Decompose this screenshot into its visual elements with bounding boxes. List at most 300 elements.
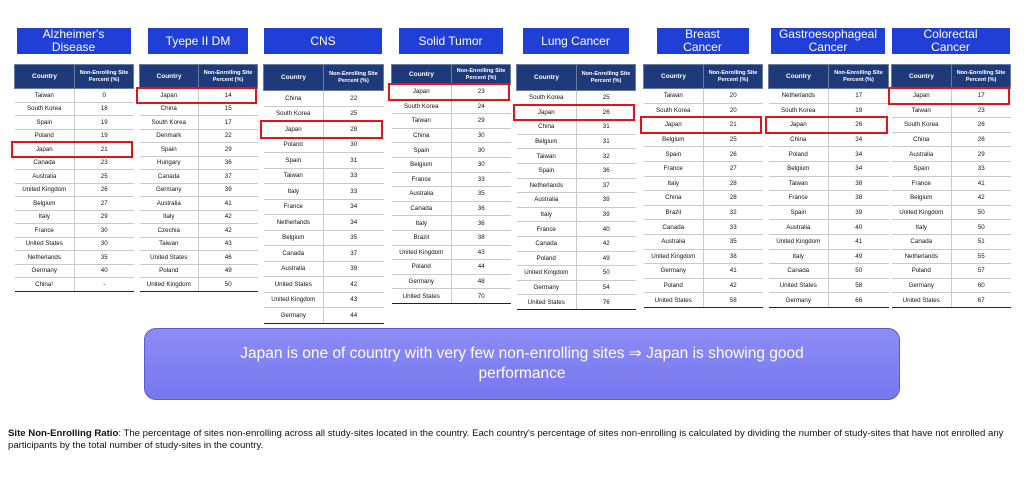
table-row [140, 102, 258, 116]
table-row [517, 163, 636, 178]
table-row [140, 251, 258, 265]
value-cell: 36 [452, 201, 511, 216]
value-cell: 29 [452, 114, 511, 129]
value-cell: 31 [324, 153, 384, 169]
table-row [392, 230, 511, 245]
country-cell: Canada [392, 201, 452, 216]
value-cell: 50 [952, 205, 1011, 220]
country-cell: Canada [892, 234, 952, 249]
table-row [517, 91, 636, 106]
country-cell: Spain [392, 143, 452, 158]
value-cell: 49 [829, 249, 889, 264]
footnote-term: Site Non-Enrolling Ratio [8, 428, 119, 439]
value-cell: 26 [829, 118, 889, 133]
value-cell: 14 [199, 89, 258, 103]
country-cell: South Korea [517, 91, 577, 106]
value-cell: 34 [829, 161, 889, 176]
value-cell: 26 [577, 105, 636, 120]
table-row [769, 161, 889, 176]
summary-text: Japan is one of country with very few non-enrolling sites ⇒ Japan is showing good performance [240, 345, 804, 382]
table-row [769, 205, 889, 220]
table-row [264, 246, 384, 262]
ranking-table [14, 64, 134, 292]
panel-title: CNS [264, 28, 382, 54]
ranking-table [891, 64, 1011, 308]
table-row [392, 245, 511, 260]
panel-title: Gastroesophageal Cancer [771, 28, 885, 54]
value-cell: 20 [704, 103, 763, 118]
value-cell: 34 [324, 199, 384, 215]
table-row [644, 234, 763, 249]
country-cell: Germany [644, 264, 704, 279]
value-cell: 32 [577, 149, 636, 164]
country-cell: Spain [517, 163, 577, 178]
table-row [644, 118, 763, 133]
table-row [517, 178, 636, 193]
table-row [769, 264, 889, 279]
value-cell: 35 [704, 234, 763, 249]
value-cell: 27 [75, 197, 134, 211]
value-cell: 25 [324, 106, 384, 122]
value-cell: 35 [324, 230, 384, 246]
country-cell: Germany [892, 278, 952, 293]
table-row [644, 249, 763, 264]
value-cell: 32 [704, 205, 763, 220]
value-cell: 0 [75, 89, 134, 103]
country-cell: Netherlands [892, 249, 952, 264]
value-cell: 37 [324, 246, 384, 262]
country-cell: Canada [517, 236, 577, 251]
country-cell: China¹ [15, 278, 75, 292]
value-cell: 19 [75, 116, 134, 130]
summary-callout [144, 328, 900, 400]
value-cell: 35 [452, 187, 511, 202]
value-cell: 21 [704, 118, 763, 133]
table-row [140, 129, 258, 143]
value-cell: 36 [199, 156, 258, 170]
country-cell: Brazil [644, 205, 704, 220]
table-row [264, 215, 384, 231]
country-cell: Canada [264, 246, 324, 262]
table-row [517, 149, 636, 164]
value-cell: 57 [952, 264, 1011, 279]
table-row [392, 157, 511, 172]
country-header: Country [892, 65, 952, 89]
country-cell: Canada [769, 264, 829, 279]
value-cell: 39 [577, 207, 636, 222]
table-row [892, 234, 1011, 249]
value-cell: 42 [704, 278, 763, 293]
table-row [15, 210, 134, 224]
country-cell: United Kingdom [644, 249, 704, 264]
value-cell: 29 [199, 143, 258, 157]
table-row [264, 122, 384, 138]
value-cell: 26 [704, 147, 763, 162]
value-cell: 33 [952, 161, 1011, 176]
table-row [264, 184, 384, 200]
country-cell: France [517, 222, 577, 237]
country-cell: South Korea [15, 102, 75, 116]
country-cell: Italy [140, 210, 199, 224]
table-row [140, 278, 258, 292]
value-header: Non-Enrolling Site Percent (%) [199, 65, 258, 89]
country-cell: Netherlands [15, 251, 75, 265]
table-row [392, 143, 511, 158]
country-cell: Taiwan [644, 89, 704, 104]
country-cell: Spain [892, 161, 952, 176]
table-row [517, 105, 636, 120]
value-cell: 15 [199, 102, 258, 116]
table-row [264, 168, 384, 184]
value-cell: 39 [199, 183, 258, 197]
value-cell: 19 [829, 103, 889, 118]
table-row [769, 234, 889, 249]
country-cell: United Kingdom [264, 292, 324, 308]
country-cell: Japan [517, 105, 577, 120]
value-cell: 70 [452, 289, 511, 304]
value-cell: 44 [324, 308, 384, 324]
value-cell: 66 [829, 293, 889, 308]
table-row [892, 176, 1011, 191]
country-cell: Poland [15, 129, 75, 143]
table-row [769, 118, 889, 133]
country-cell: Poland [392, 260, 452, 275]
table-row [517, 193, 636, 208]
table-row [892, 191, 1011, 206]
table-row [140, 224, 258, 238]
country-cell: France [264, 199, 324, 215]
country-cell: Germany [392, 274, 452, 289]
country-cell: United Kingdom [769, 234, 829, 249]
value-cell: 26 [75, 183, 134, 197]
table-row [392, 274, 511, 289]
table-row [264, 292, 384, 308]
country-cell: Italy [517, 207, 577, 222]
table-row [517, 207, 636, 222]
country-cell: United States [892, 293, 952, 308]
country-cell: China [140, 102, 199, 116]
value-header: Non-Enrolling Site Percent (%) [952, 65, 1011, 89]
ranking-table [391, 64, 511, 304]
value-header: Non-Enrolling Site Percent (%) [452, 65, 511, 85]
value-header: Non-Enrolling Site Percent (%) [75, 65, 134, 89]
country-cell: Canada [15, 156, 75, 170]
table-row [644, 176, 763, 191]
value-cell: - [75, 278, 134, 292]
table-row [769, 147, 889, 162]
value-cell: 20 [704, 89, 763, 104]
table-row [15, 197, 134, 211]
country-cell: Belgium [15, 197, 75, 211]
country-cell: Taiwan [517, 149, 577, 164]
country-cell: Spain [264, 153, 324, 169]
value-cell: 17 [199, 116, 258, 130]
value-cell: 34 [829, 132, 889, 147]
value-cell: 54 [577, 280, 636, 295]
country-cell: South Korea [892, 118, 952, 133]
table-row [392, 216, 511, 231]
country-cell: Taiwan [140, 237, 199, 251]
country-cell: France [769, 191, 829, 206]
table-row [517, 295, 636, 310]
country-cell: China [769, 132, 829, 147]
country-cell: China [644, 191, 704, 206]
value-cell: 37 [577, 178, 636, 193]
table-row [140, 210, 258, 224]
country-cell: Japan [644, 118, 704, 133]
value-header: Non-Enrolling Site Percent (%) [577, 65, 636, 91]
table-row [15, 237, 134, 251]
country-header: Country [517, 65, 577, 91]
country-cell: Denmark [140, 129, 199, 143]
value-cell: 23 [952, 103, 1011, 118]
value-cell: 42 [324, 277, 384, 293]
value-cell: 34 [829, 147, 889, 162]
value-cell: 39 [577, 193, 636, 208]
country-cell: Australia [892, 147, 952, 162]
value-cell: 42 [199, 210, 258, 224]
table-row [644, 293, 763, 308]
value-cell: 31 [577, 120, 636, 135]
table-row [264, 277, 384, 293]
value-cell: 19 [75, 129, 134, 143]
table-row [264, 153, 384, 169]
country-cell: Italy [644, 176, 704, 191]
value-cell: 40 [75, 264, 134, 278]
country-cell: Australia [517, 193, 577, 208]
table-row [140, 264, 258, 278]
value-cell: 43 [199, 237, 258, 251]
table-row [517, 222, 636, 237]
table-row [892, 249, 1011, 264]
country-cell: Germany [15, 264, 75, 278]
country-cell: Japan [264, 122, 324, 138]
table-row [264, 91, 384, 107]
table-row [15, 183, 134, 197]
value-cell: 25 [704, 132, 763, 147]
value-cell: 50 [199, 278, 258, 292]
table-row [15, 102, 134, 116]
value-cell: 39 [324, 261, 384, 277]
country-cell: France [392, 172, 452, 187]
table-row [392, 172, 511, 187]
value-cell: 50 [829, 264, 889, 279]
panel-title: Solid Tumor [399, 28, 503, 54]
value-cell: 18 [75, 102, 134, 116]
table-row [644, 89, 763, 104]
value-cell: 58 [704, 293, 763, 308]
country-cell: Japan [15, 143, 75, 157]
value-header: Non-Enrolling Site Percent (%) [704, 65, 763, 89]
table-row [264, 106, 384, 122]
table-row [892, 293, 1011, 308]
country-cell: Japan [392, 85, 452, 100]
value-cell: 42 [577, 236, 636, 251]
country-cell: Japan [892, 89, 952, 104]
country-cell: Australia [140, 197, 199, 211]
table-row [15, 116, 134, 130]
value-header: Non-Enrolling Site Percent (%) [829, 65, 889, 89]
value-cell: 29 [75, 210, 134, 224]
footnote-text: : The percentage of sites non-enrolling across all study-sites located in the country. Each country's percentage of sites non-enrolling is calculated by dividing the number of study-sites that have not enrolled any participants by the total number of study-sites in the country. [8, 428, 1004, 451]
table-row [140, 116, 258, 130]
country-cell: Czechia [140, 224, 199, 238]
table-row [392, 85, 511, 100]
table-row [15, 251, 134, 265]
value-cell: 31 [577, 134, 636, 149]
country-cell: Taiwan [769, 176, 829, 191]
country-cell: Belgium [769, 161, 829, 176]
value-cell: 29 [952, 147, 1011, 162]
country-cell: Poland [892, 264, 952, 279]
value-cell: 33 [704, 220, 763, 235]
table-row [644, 220, 763, 235]
table-row [644, 264, 763, 279]
table-row [15, 170, 134, 184]
country-cell: Taiwan [892, 103, 952, 118]
panel-title: Tyepe II DM [148, 28, 248, 54]
country-cell: South Korea [140, 116, 199, 130]
value-cell: 38 [829, 176, 889, 191]
table-row [892, 118, 1011, 133]
table-row [517, 236, 636, 251]
table-row [392, 201, 511, 216]
table-row [892, 220, 1011, 235]
table-row [892, 264, 1011, 279]
value-cell: 23 [75, 156, 134, 170]
value-cell: 51 [952, 234, 1011, 249]
country-cell: Poland [517, 251, 577, 266]
country-cell: Spain [769, 205, 829, 220]
table-row [140, 237, 258, 251]
table-row [644, 132, 763, 147]
country-cell: United Kingdom [517, 266, 577, 281]
table-row [517, 251, 636, 266]
country-cell: France [892, 176, 952, 191]
value-cell: 55 [952, 249, 1011, 264]
footnote [8, 428, 1008, 452]
value-cell: 48 [452, 274, 511, 289]
ranking-table [516, 64, 636, 310]
country-cell: Canada [140, 170, 199, 184]
value-cell: 43 [324, 292, 384, 308]
value-cell: 40 [577, 222, 636, 237]
value-cell: 28 [704, 191, 763, 206]
table-row [644, 205, 763, 220]
country-cell: Netherlands [264, 215, 324, 231]
country-cell: Germany [264, 308, 324, 324]
value-cell: 24 [452, 99, 511, 114]
value-cell: 40 [829, 220, 889, 235]
value-cell: 23 [452, 85, 511, 100]
value-cell: 41 [704, 264, 763, 279]
table-row [769, 220, 889, 235]
value-cell: 39 [829, 205, 889, 220]
table-row [644, 191, 763, 206]
country-cell: Netherlands [769, 89, 829, 104]
table-row [392, 114, 511, 129]
panel-title: Alzheimer's Disease [17, 28, 131, 54]
value-cell: 30 [324, 137, 384, 153]
value-cell: 25 [577, 91, 636, 106]
value-cell: 33 [324, 184, 384, 200]
value-cell: 25 [75, 170, 134, 184]
table-row [264, 230, 384, 246]
value-cell: 43 [452, 245, 511, 260]
value-cell: 33 [452, 172, 511, 187]
table-row [15, 278, 134, 292]
country-cell: United Kingdom [140, 278, 199, 292]
table-row [769, 191, 889, 206]
table-row [892, 205, 1011, 220]
country-cell: United States [15, 237, 75, 251]
table-row [392, 260, 511, 275]
value-cell: 38 [452, 230, 511, 245]
panel-title: Lung Cancer [523, 28, 629, 54]
table-row [644, 103, 763, 118]
country-cell: Australia [644, 234, 704, 249]
value-cell: 30 [452, 157, 511, 172]
table-row [392, 187, 511, 202]
value-cell: 50 [577, 266, 636, 281]
country-cell: Brazil [392, 230, 452, 245]
table-row [15, 143, 134, 157]
country-header: Country [392, 65, 452, 85]
table-row [15, 156, 134, 170]
country-cell: Taiwan [264, 168, 324, 184]
country-cell: Belgium [892, 191, 952, 206]
country-cell: South Korea [644, 103, 704, 118]
ranking-table [263, 64, 384, 324]
value-cell: 21 [75, 143, 134, 157]
country-cell: Spain [15, 116, 75, 130]
country-cell: South Korea [769, 103, 829, 118]
ranking-table [139, 64, 258, 292]
country-cell: United States [264, 277, 324, 293]
country-cell: Japan [769, 118, 829, 133]
value-cell: 44 [452, 260, 511, 275]
value-header: Non-Enrolling Site Percent (%) [324, 65, 384, 91]
table-row [769, 132, 889, 147]
value-cell: 33 [324, 168, 384, 184]
table-row [769, 103, 889, 118]
country-cell: Taiwan [15, 89, 75, 103]
value-cell: 22 [324, 91, 384, 107]
table-row [644, 147, 763, 162]
table-row [769, 89, 889, 104]
value-cell: 46 [199, 251, 258, 265]
country-cell: Hungary [140, 156, 199, 170]
value-cell: 36 [452, 216, 511, 231]
value-cell: 17 [952, 89, 1011, 104]
country-cell: France [644, 161, 704, 176]
country-cell: Canada [644, 220, 704, 235]
value-cell: 38 [704, 249, 763, 264]
value-cell: 26 [952, 118, 1011, 133]
value-cell: 60 [952, 278, 1011, 293]
value-cell: 41 [829, 234, 889, 249]
value-cell: 41 [952, 176, 1011, 191]
country-cell: China [264, 91, 324, 107]
value-cell: 67 [952, 293, 1011, 308]
value-cell: 50 [952, 220, 1011, 235]
table-row [644, 278, 763, 293]
table-row [15, 89, 134, 103]
value-cell: 42 [952, 191, 1011, 206]
table-row [140, 183, 258, 197]
table-row [892, 278, 1011, 293]
country-cell: Belgium [392, 157, 452, 172]
